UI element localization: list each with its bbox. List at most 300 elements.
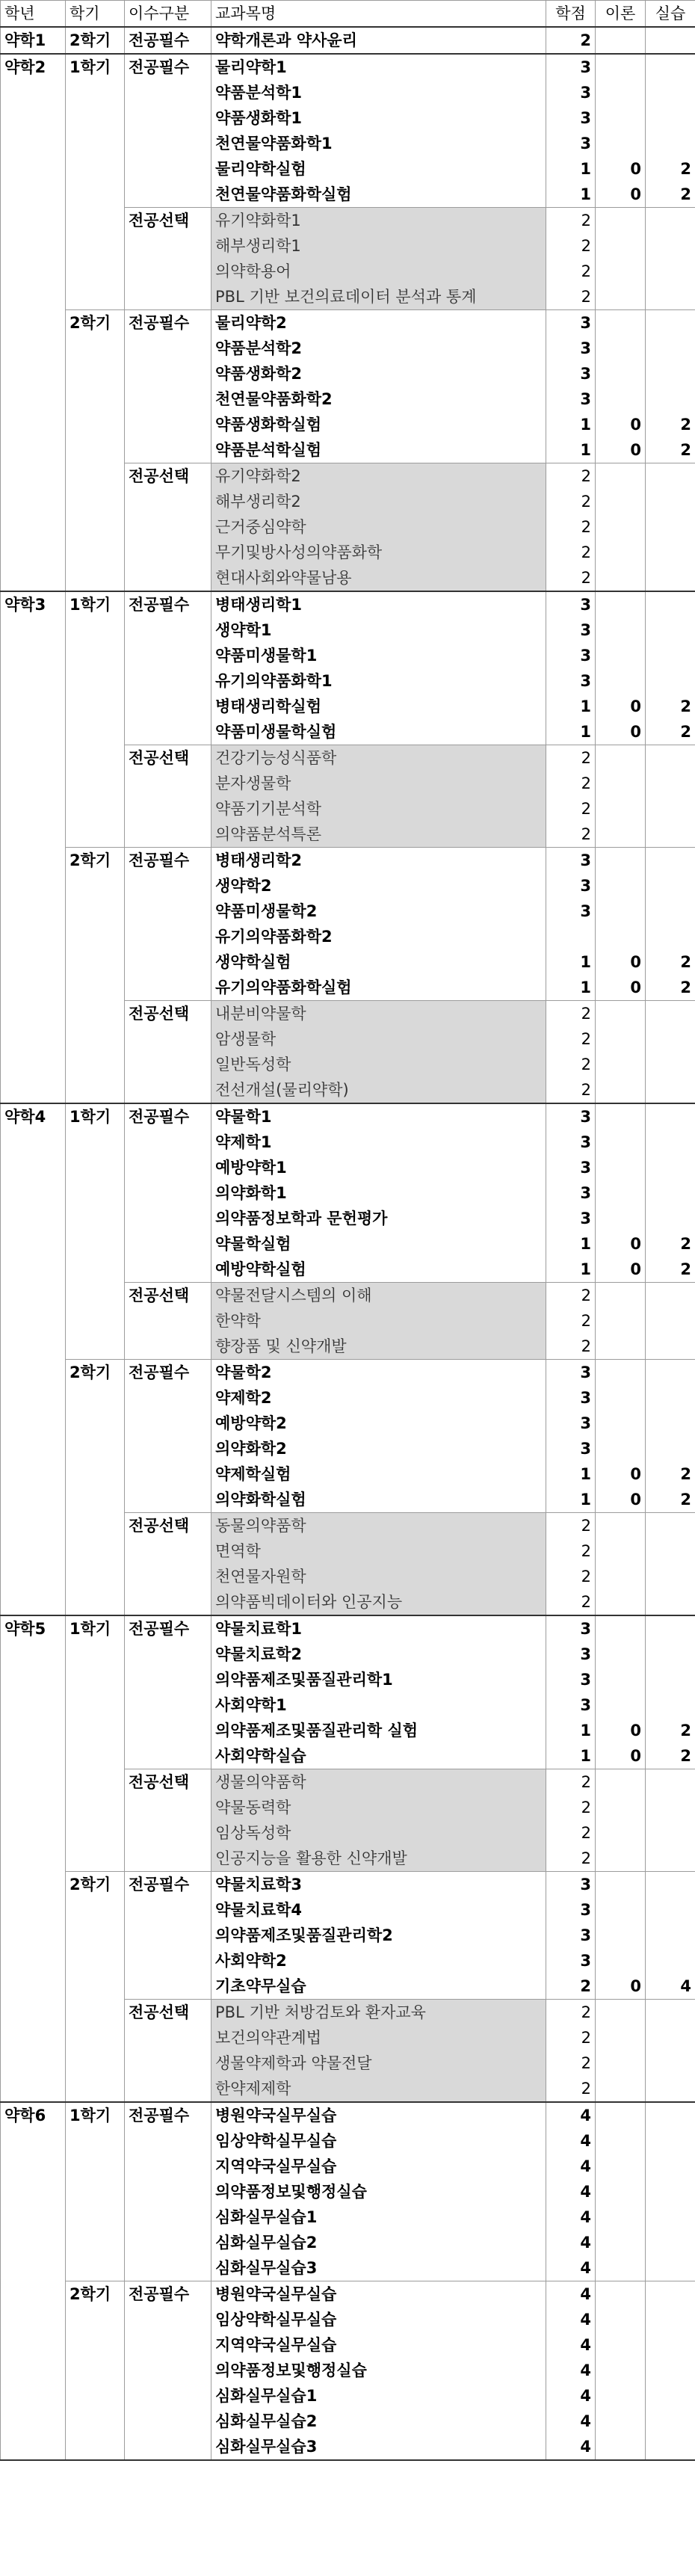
credits-cell: 4 bbox=[546, 2204, 596, 2230]
course-name-cell: 의약화학1 bbox=[211, 1180, 546, 1206]
year-cell bbox=[1, 540, 66, 565]
year-cell bbox=[1, 2000, 66, 2026]
course-name-cell: 의약품분석특론 bbox=[211, 822, 546, 848]
header-credits: 학점 bbox=[546, 1, 596, 28]
semester-cell bbox=[66, 2307, 125, 2332]
table-row bbox=[1, 924, 695, 949]
table-row bbox=[1, 1026, 695, 1052]
course-name-cell: 의약학용어 bbox=[211, 259, 546, 284]
course-name-cell: 의약품정보학과 문헌평가 bbox=[211, 1206, 546, 1231]
semester-cell bbox=[66, 1155, 125, 1180]
year-cell bbox=[1, 1589, 66, 1615]
type-cell: 전공선택 bbox=[125, 745, 211, 771]
year-cell bbox=[1, 156, 66, 182]
table-row bbox=[1, 1385, 695, 1411]
year-cell bbox=[1, 233, 66, 259]
semester-cell: 1학기 bbox=[66, 2102, 125, 2128]
year-cell: 약학2 bbox=[1, 54, 66, 80]
type-cell bbox=[125, 2025, 211, 2050]
table-row bbox=[1, 2281, 695, 2308]
theory-cell: 0 bbox=[596, 182, 646, 208]
credits-cell: 1 bbox=[546, 1257, 596, 1283]
theory-cell bbox=[596, 284, 646, 310]
theory-cell bbox=[596, 1923, 646, 1948]
credits-cell: 3 bbox=[546, 873, 596, 899]
credits-cell: 2 bbox=[546, 822, 596, 848]
semester-cell bbox=[66, 668, 125, 694]
year-cell bbox=[1, 463, 66, 490]
semester-cell bbox=[66, 1180, 125, 1206]
semester-cell bbox=[66, 2409, 125, 2434]
type-cell: 전공필수 bbox=[125, 310, 211, 336]
credits-cell: 3 bbox=[546, 361, 596, 386]
theory-cell bbox=[596, 2179, 646, 2204]
course-name-cell: 약품분석학1 bbox=[211, 80, 546, 105]
credits-cell: 2 bbox=[546, 208, 596, 234]
table-row bbox=[1, 514, 695, 540]
course-name-cell: 약물동력학 bbox=[211, 1795, 546, 1820]
semester-cell bbox=[66, 975, 125, 1001]
table-row bbox=[1, 463, 695, 490]
semester-cell bbox=[66, 1385, 125, 1411]
credits-cell: 4 bbox=[546, 2358, 596, 2383]
semester-cell bbox=[66, 1487, 125, 1513]
credits-cell: 2 bbox=[546, 27, 596, 54]
theory-cell bbox=[596, 233, 646, 259]
type-cell: 전공필수 bbox=[125, 2102, 211, 2128]
type-cell bbox=[125, 719, 211, 745]
theory-cell bbox=[596, 643, 646, 668]
course-name-cell: 약품미생물학실험 bbox=[211, 719, 546, 745]
theory-cell bbox=[596, 2281, 646, 2308]
year-cell bbox=[1, 2230, 66, 2255]
practice-cell bbox=[646, 822, 695, 848]
type-cell bbox=[125, 771, 211, 796]
table-row bbox=[1, 182, 695, 208]
course-name-cell: 병태생리학실험 bbox=[211, 694, 546, 719]
year-cell bbox=[1, 489, 66, 514]
table-row bbox=[1, 1846, 695, 1872]
type-cell bbox=[125, 1052, 211, 1077]
year-cell bbox=[1, 2281, 66, 2308]
theory-cell: 0 bbox=[596, 1718, 646, 1743]
practice-cell bbox=[646, 259, 695, 284]
practice-cell: 2 bbox=[646, 719, 695, 745]
year-cell bbox=[1, 2383, 66, 2409]
theory-cell bbox=[596, 2383, 646, 2409]
practice-cell bbox=[646, 1692, 695, 1718]
table-row bbox=[1, 1231, 695, 1257]
table-row bbox=[1, 2025, 695, 2050]
practice-cell bbox=[646, 1155, 695, 1180]
practice-cell bbox=[646, 591, 695, 617]
table-row bbox=[1, 694, 695, 719]
practice-cell bbox=[646, 1795, 695, 1820]
type-cell bbox=[125, 1795, 211, 1820]
practice-cell bbox=[646, 284, 695, 310]
type-cell bbox=[125, 1973, 211, 2000]
type-cell bbox=[125, 1130, 211, 1155]
type-cell bbox=[125, 1743, 211, 1769]
year-cell bbox=[1, 617, 66, 643]
semester-cell bbox=[66, 2050, 125, 2076]
credits-cell: 4 bbox=[546, 2179, 596, 2204]
theory-cell bbox=[596, 1130, 646, 1155]
course-name-cell: 분자생물학 bbox=[211, 771, 546, 796]
table-row bbox=[1, 105, 695, 131]
year-cell bbox=[1, 1308, 66, 1334]
year-cell bbox=[1, 2307, 66, 2332]
course-name-cell: 약물학2 bbox=[211, 1360, 546, 1386]
credits-cell: 3 bbox=[546, 617, 596, 643]
year-cell bbox=[1, 437, 66, 463]
theory-cell bbox=[596, 1820, 646, 1846]
year-cell bbox=[1, 643, 66, 668]
semester-cell bbox=[66, 259, 125, 284]
year-cell bbox=[1, 1231, 66, 1257]
table-row bbox=[1, 1334, 695, 1360]
practice-cell bbox=[646, 771, 695, 796]
theory-cell bbox=[596, 1564, 646, 1589]
type-cell: 전공선택 bbox=[125, 1769, 211, 1796]
credits-cell: 3 bbox=[546, 386, 596, 412]
theory-cell bbox=[596, 668, 646, 694]
semester-cell bbox=[66, 105, 125, 131]
semester-cell bbox=[66, 822, 125, 848]
practice-cell bbox=[646, 1820, 695, 1846]
theory-cell bbox=[596, 2128, 646, 2154]
credits-cell: 2 bbox=[546, 1283, 596, 1309]
table-row bbox=[1, 437, 695, 463]
type-cell bbox=[125, 1206, 211, 1231]
semester-cell bbox=[66, 1077, 125, 1103]
year-cell bbox=[1, 1052, 66, 1077]
theory-cell bbox=[596, 2102, 646, 2128]
table-row bbox=[1, 1718, 695, 1743]
type-cell bbox=[125, 1642, 211, 1667]
type-cell bbox=[125, 1461, 211, 1487]
practice-cell: 2 bbox=[646, 1257, 695, 1283]
semester-cell bbox=[66, 1923, 125, 1948]
course-name-cell: 약물전달시스템의 이해 bbox=[211, 1283, 546, 1309]
semester-cell bbox=[66, 1411, 125, 1436]
course-name-cell: 지역약국실무실습 bbox=[211, 2332, 546, 2358]
credits-cell: 2 bbox=[546, 1820, 596, 1846]
theory-cell bbox=[596, 514, 646, 540]
course-name-cell: 약물치료학1 bbox=[211, 1615, 546, 1642]
practice-cell bbox=[646, 1538, 695, 1564]
course-name-cell: 의약품제조및품질관리학2 bbox=[211, 1923, 546, 1948]
semester-cell bbox=[66, 1436, 125, 1461]
year-cell bbox=[1, 1642, 66, 1667]
type-cell bbox=[125, 156, 211, 182]
table-row bbox=[1, 284, 695, 310]
type-cell bbox=[125, 2358, 211, 2383]
course-name-cell: 향장품 및 신약개발 bbox=[211, 1334, 546, 1360]
year-cell: 약학3 bbox=[1, 591, 66, 617]
theory-cell bbox=[596, 1180, 646, 1206]
year-cell bbox=[1, 412, 66, 437]
course-name-cell: 의약화학2 bbox=[211, 1436, 546, 1461]
course-name-cell: 물리약학1 bbox=[211, 54, 546, 80]
year-cell bbox=[1, 386, 66, 412]
semester-cell bbox=[66, 284, 125, 310]
theory-cell bbox=[596, 1077, 646, 1103]
practice-cell: 4 bbox=[646, 1973, 695, 2000]
type-cell bbox=[125, 1667, 211, 1692]
table-row bbox=[1, 1769, 695, 1796]
course-name-cell: 약품미생물학2 bbox=[211, 899, 546, 924]
theory-cell bbox=[596, 54, 646, 80]
semester-cell bbox=[66, 437, 125, 463]
theory-cell bbox=[596, 2050, 646, 2076]
semester-cell bbox=[66, 617, 125, 643]
year-cell bbox=[1, 975, 66, 1001]
credits-cell: 2 bbox=[546, 796, 596, 822]
credits-cell: 1 bbox=[546, 1743, 596, 1769]
course-name-cell: 임상독성학 bbox=[211, 1820, 546, 1846]
practice-cell bbox=[646, 2409, 695, 2434]
year-cell bbox=[1, 1360, 66, 1386]
theory-cell: 0 bbox=[596, 1487, 646, 1513]
table-row bbox=[1, 1615, 695, 1642]
year-cell bbox=[1, 1026, 66, 1052]
semester-cell bbox=[66, 1283, 125, 1309]
course-name-cell: 약품생화학2 bbox=[211, 361, 546, 386]
course-name-cell: 약제학실험 bbox=[211, 1461, 546, 1487]
table-row bbox=[1, 565, 695, 591]
table-row bbox=[1, 822, 695, 848]
type-cell: 전공필수 bbox=[125, 1615, 211, 1642]
type-cell bbox=[125, 259, 211, 284]
credits-cell: 3 bbox=[546, 131, 596, 156]
credits-cell: 1 bbox=[546, 182, 596, 208]
credits-cell: 3 bbox=[546, 1360, 596, 1386]
year-cell bbox=[1, 1564, 66, 1589]
semester-cell bbox=[66, 1642, 125, 1667]
credits-cell: 3 bbox=[546, 899, 596, 924]
table-row bbox=[1, 1564, 695, 1589]
theory-cell bbox=[596, 1538, 646, 1564]
course-name-cell: 약품생화학1 bbox=[211, 105, 546, 131]
credits-cell: 3 bbox=[546, 1692, 596, 1718]
theory-cell bbox=[596, 873, 646, 899]
practice-cell bbox=[646, 2102, 695, 2128]
practice-cell bbox=[646, 54, 695, 80]
type-cell: 전공선택 bbox=[125, 1513, 211, 1539]
credits-cell: 2 bbox=[546, 1564, 596, 1589]
course-name-cell: 심화실무실습2 bbox=[211, 2230, 546, 2255]
course-name-cell: 동물의약품학 bbox=[211, 1513, 546, 1539]
semester-cell bbox=[66, 514, 125, 540]
year-cell bbox=[1, 771, 66, 796]
table-row bbox=[1, 1513, 695, 1539]
credits-cell: 2 bbox=[546, 745, 596, 771]
semester-cell bbox=[66, 2204, 125, 2230]
type-cell bbox=[125, 1231, 211, 1257]
course-name-cell: 약물치료학3 bbox=[211, 1872, 546, 1898]
credits-cell: 2 bbox=[546, 1334, 596, 1360]
course-name-cell: 심화실무실습3 bbox=[211, 2255, 546, 2281]
table-row bbox=[1, 2154, 695, 2179]
course-name-cell: 천연물약품화학실험 bbox=[211, 182, 546, 208]
table-row bbox=[1, 2000, 695, 2026]
year-cell bbox=[1, 1795, 66, 1820]
type-cell bbox=[125, 1923, 211, 1948]
course-name-cell: 임상약학실무실습 bbox=[211, 2128, 546, 2154]
course-name-cell: 약제학2 bbox=[211, 1385, 546, 1411]
credits-cell: 4 bbox=[546, 2128, 596, 2154]
theory-cell bbox=[596, 208, 646, 234]
table-row bbox=[1, 1103, 695, 1130]
type-cell bbox=[125, 514, 211, 540]
practice-cell bbox=[646, 873, 695, 899]
semester-cell bbox=[66, 1589, 125, 1615]
practice-cell bbox=[646, 233, 695, 259]
theory-cell bbox=[596, 1334, 646, 1360]
credits-cell: 3 bbox=[546, 1923, 596, 1948]
course-name-cell: 심화실무실습1 bbox=[211, 2204, 546, 2230]
year-cell bbox=[1, 822, 66, 848]
year-cell bbox=[1, 1769, 66, 1796]
practice-cell bbox=[646, 80, 695, 105]
table-row bbox=[1, 1667, 695, 1692]
year-cell bbox=[1, 1513, 66, 1539]
practice-cell bbox=[646, 386, 695, 412]
semester-cell bbox=[66, 156, 125, 182]
table-row bbox=[1, 1283, 695, 1309]
course-name-cell: 생약학1 bbox=[211, 617, 546, 643]
table-row bbox=[1, 1872, 695, 1898]
practice-cell bbox=[646, 2230, 695, 2255]
theory-cell bbox=[596, 2358, 646, 2383]
credits-cell: 3 bbox=[546, 643, 596, 668]
practice-cell bbox=[646, 2383, 695, 2409]
table-row bbox=[1, 1411, 695, 1436]
type-cell bbox=[125, 361, 211, 386]
semester-cell bbox=[66, 463, 125, 490]
practice-cell bbox=[646, 617, 695, 643]
practice-cell: 2 bbox=[646, 1487, 695, 1513]
practice-cell bbox=[646, 848, 695, 874]
table-row bbox=[1, 745, 695, 771]
credits-cell: 2 bbox=[546, 771, 596, 796]
type-cell bbox=[125, 1155, 211, 1180]
table-row bbox=[1, 1206, 695, 1231]
course-name-cell: 의약화학실험 bbox=[211, 1487, 546, 1513]
practice-cell bbox=[646, 105, 695, 131]
year-cell bbox=[1, 1130, 66, 1155]
practice-cell bbox=[646, 1026, 695, 1052]
semester-cell bbox=[66, 1564, 125, 1589]
year-cell bbox=[1, 2128, 66, 2154]
year-cell bbox=[1, 2025, 66, 2050]
practice-cell bbox=[646, 463, 695, 490]
course-name-cell: 의약품제조및품질관리학1 bbox=[211, 1667, 546, 1692]
type-cell bbox=[125, 2307, 211, 2332]
course-name-cell: 유기약화학1 bbox=[211, 208, 546, 234]
credits-cell: 3 bbox=[546, 1206, 596, 1231]
semester-cell bbox=[66, 412, 125, 437]
type-cell bbox=[125, 2076, 211, 2102]
semester-cell bbox=[66, 1130, 125, 1155]
practice-cell bbox=[646, 489, 695, 514]
theory-cell bbox=[596, 2434, 646, 2460]
type-cell: 전공선택 bbox=[125, 1001, 211, 1027]
year-cell bbox=[1, 361, 66, 386]
year-cell bbox=[1, 565, 66, 591]
theory-cell bbox=[596, 386, 646, 412]
theory-cell bbox=[596, 1206, 646, 1231]
year-cell bbox=[1, 719, 66, 745]
credits-cell: 1 bbox=[546, 1461, 596, 1487]
theory-cell bbox=[596, 1513, 646, 1539]
practice-cell bbox=[646, 208, 695, 234]
practice-cell bbox=[646, 796, 695, 822]
year-cell bbox=[1, 694, 66, 719]
theory-cell bbox=[596, 899, 646, 924]
theory-cell: 0 bbox=[596, 694, 646, 719]
header-type: 이수구분 bbox=[125, 1, 211, 28]
table-row bbox=[1, 1001, 695, 1027]
semester-cell: 1학기 bbox=[66, 54, 125, 80]
credits-cell: 2 bbox=[546, 1513, 596, 1539]
type-cell: 전공필수 bbox=[125, 591, 211, 617]
practice-cell bbox=[646, 1052, 695, 1077]
course-name-cell: 약물치료학2 bbox=[211, 1642, 546, 1667]
year-cell bbox=[1, 1257, 66, 1283]
table-row bbox=[1, 1130, 695, 1155]
type-cell bbox=[125, 2383, 211, 2409]
year-cell: 약학4 bbox=[1, 1103, 66, 1130]
year-cell bbox=[1, 2255, 66, 2281]
semester-cell bbox=[66, 2434, 125, 2460]
table-row bbox=[1, 1589, 695, 1615]
table-row bbox=[1, 2050, 695, 2076]
practice-cell bbox=[646, 1436, 695, 1461]
theory-cell bbox=[596, 310, 646, 336]
course-name-cell: 해부생리학1 bbox=[211, 233, 546, 259]
practice-cell bbox=[646, 336, 695, 361]
theory-cell: 0 bbox=[596, 975, 646, 1001]
table-row bbox=[1, 208, 695, 234]
theory-cell bbox=[596, 1436, 646, 1461]
theory-cell: 0 bbox=[596, 1461, 646, 1487]
course-name-cell: 전선개설(물리약학) bbox=[211, 1077, 546, 1103]
year-cell: 약학1 bbox=[1, 27, 66, 54]
course-name-cell: 유기약화학2 bbox=[211, 463, 546, 490]
header-theory: 이론 bbox=[596, 1, 646, 28]
credits-cell: 2 bbox=[546, 2076, 596, 2102]
credits-cell: 3 bbox=[546, 1385, 596, 1411]
semester-cell: 2학기 bbox=[66, 310, 125, 336]
type-cell bbox=[125, 540, 211, 565]
course-name-cell: 암생물학 bbox=[211, 1026, 546, 1052]
practice-cell bbox=[646, 1667, 695, 1692]
type-cell bbox=[125, 1308, 211, 1334]
type-cell bbox=[125, 1026, 211, 1052]
semester-cell bbox=[66, 489, 125, 514]
table-row bbox=[1, 2230, 695, 2255]
type-cell bbox=[125, 924, 211, 949]
year-cell bbox=[1, 336, 66, 361]
credits-cell: 3 bbox=[546, 54, 596, 80]
practice-cell bbox=[646, 1846, 695, 1872]
practice-cell bbox=[646, 899, 695, 924]
practice-cell bbox=[646, 2050, 695, 2076]
table-row bbox=[1, 1308, 695, 1334]
course-name-cell: 건강기능성식품학 bbox=[211, 745, 546, 771]
